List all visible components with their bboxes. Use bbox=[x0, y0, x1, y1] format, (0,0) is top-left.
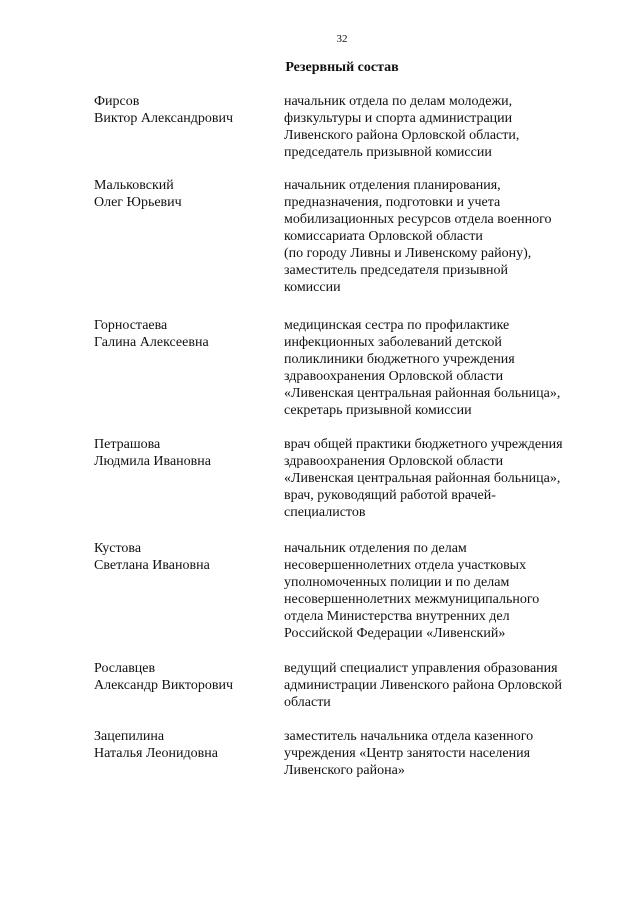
member-name bbox=[94, 317, 274, 351]
position-line: инфекционных заболеваний детской bbox=[284, 335, 502, 350]
position-line: заместитель начальника отдела казенного bbox=[284, 729, 534, 744]
member-given-names: Олег Юрьевич bbox=[94, 195, 182, 210]
member-position bbox=[284, 660, 604, 711]
member-name bbox=[94, 660, 274, 694]
member-name bbox=[94, 540, 274, 574]
member-surname: Петрашова bbox=[94, 437, 161, 452]
position-line: учреждения «Центр занятости населения bbox=[284, 746, 531, 761]
position-line: несовершеннолетних отдела участковых bbox=[284, 558, 527, 573]
member-name bbox=[94, 436, 274, 470]
position-line: начальник отдела по делам молодежи, bbox=[284, 94, 513, 109]
position-line: «Ливенская центральная районная больница», bbox=[284, 471, 561, 486]
position-line: секретарь призывной комиссии bbox=[284, 403, 472, 418]
member-given-names: Александр Викторович bbox=[94, 678, 234, 693]
member-position bbox=[284, 540, 604, 642]
position-line: поликлиники бюджетного учреждения bbox=[284, 352, 515, 367]
position-line: медицинская сестра по профилактике bbox=[284, 318, 510, 333]
position-line: области bbox=[284, 695, 331, 710]
member-position bbox=[284, 728, 604, 779]
position-line: здравоохранения Орловской области bbox=[284, 454, 504, 469]
position-line: администрации Ливенского района Орловской bbox=[284, 678, 562, 693]
member-position bbox=[284, 177, 604, 296]
page-number: 32 bbox=[336, 33, 348, 45]
position-line: Ливенского района Орловской области, bbox=[284, 128, 520, 143]
position-line: председатель призывной комиссии bbox=[284, 145, 492, 160]
position-line: врач общей практики бюджетного учреждения bbox=[284, 437, 563, 452]
position-line: предназначения, подготовки и учета bbox=[284, 195, 501, 210]
position-line: физкультуры и спорта администрации bbox=[284, 111, 513, 126]
member-surname: Кустова bbox=[94, 541, 142, 556]
position-line: комиссии bbox=[284, 280, 341, 295]
member-name bbox=[94, 728, 274, 762]
member-surname: Мальковский bbox=[94, 178, 174, 193]
position-line: уполномоченных полиции и по делам bbox=[284, 575, 510, 590]
member-name bbox=[94, 93, 274, 127]
position-line: Российской Федерации «Ливенский» bbox=[284, 626, 506, 641]
member-surname: Зацепилина bbox=[94, 729, 165, 744]
position-line: Ливенского района» bbox=[284, 763, 405, 778]
member-given-names: Светлана Ивановна bbox=[94, 558, 210, 573]
section-heading: Резервный состав bbox=[285, 60, 399, 75]
member-given-names: Галина Алексеевна bbox=[94, 335, 209, 350]
member-given-names: Виктор Александрович bbox=[94, 111, 234, 126]
position-line: ведущий специалист управления образования bbox=[284, 661, 558, 676]
position-line: начальник отделения планирования, bbox=[284, 178, 501, 193]
position-line: «Ливенская центральная районная больница», bbox=[284, 386, 561, 401]
position-line: (по городу Ливны и Ливенскому району), bbox=[284, 246, 532, 261]
position-line: здравоохранения Орловской области bbox=[284, 369, 504, 384]
position-line: специалистов bbox=[284, 505, 366, 520]
member-given-names: Наталья Леонидовна bbox=[94, 746, 218, 761]
member-given-names: Людмила Ивановна bbox=[94, 454, 211, 469]
position-line: несовершеннолетних межмуниципального bbox=[284, 592, 540, 607]
position-line: начальник отделения по делам bbox=[284, 541, 467, 556]
member-position bbox=[284, 436, 604, 521]
member-surname: Рославцев bbox=[94, 661, 156, 676]
member-surname: Горностаева bbox=[94, 318, 168, 333]
position-line: комиссариата Орловской области bbox=[284, 229, 483, 244]
position-line: врач, руководящий работой врачей- bbox=[284, 488, 496, 503]
member-position bbox=[284, 317, 604, 419]
position-line: заместитель председателя призывной bbox=[284, 263, 508, 278]
member-surname: Фирсов bbox=[94, 94, 140, 109]
member-position bbox=[284, 93, 604, 161]
member-name bbox=[94, 177, 274, 211]
position-line: мобилизационных ресурсов отдела военного bbox=[284, 212, 552, 227]
position-line: отдела Министерства внутренних дел bbox=[284, 609, 510, 624]
